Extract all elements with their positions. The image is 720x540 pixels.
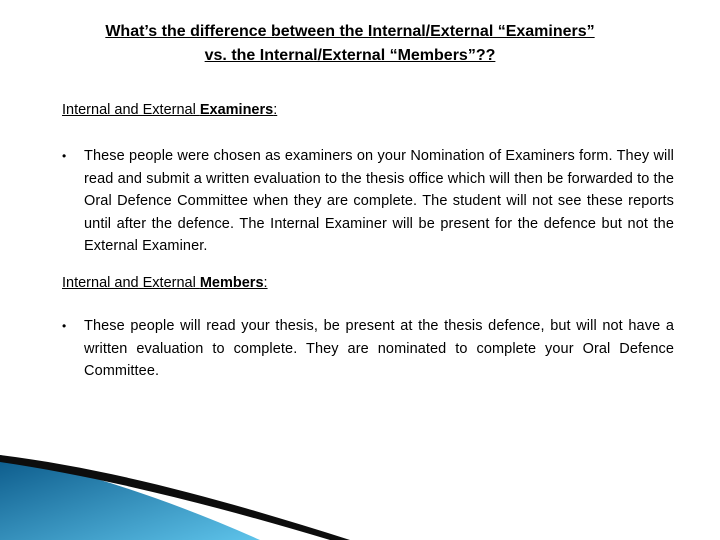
members-heading-bold: Members (199, 275, 264, 291)
examiners-bullet (62, 145, 674, 258)
members-bullet (62, 315, 674, 383)
blue-swoosh (0, 455, 260, 540)
title-line-1: What’s the difference between the Internal/External “Examiners” (105, 23, 595, 40)
members-heading: Internal and External Members: (62, 275, 268, 291)
title-line-2: vs. the Internal/External “Members”?? (204, 47, 496, 64)
dark-stripe (0, 455, 350, 540)
bullet-dot: • (62, 149, 67, 163)
members-bullet-text: These people will read your thesis, be present at the thesis defence, but will not have a written evaluation to complete. They are nominated to complete your Oral Defence Committee. (84, 318, 674, 379)
bullet-dot: • (62, 319, 67, 333)
examiners-bullet-text: These people were chosen as examiners on your Nomination of Examiners form. They will read and submit a written evaluation to the thesis office which will then be forwarded to the Oral Defence Committee when they are complete. The student will not see these reports until after the defence. The Internal Examiner will be present for the defence but not the External Examiner. (84, 148, 674, 254)
examiners-heading: Internal and External Examiners: (62, 102, 278, 118)
slide-title (40, 20, 660, 68)
examiners-heading-bold: Examiners (199, 102, 274, 118)
